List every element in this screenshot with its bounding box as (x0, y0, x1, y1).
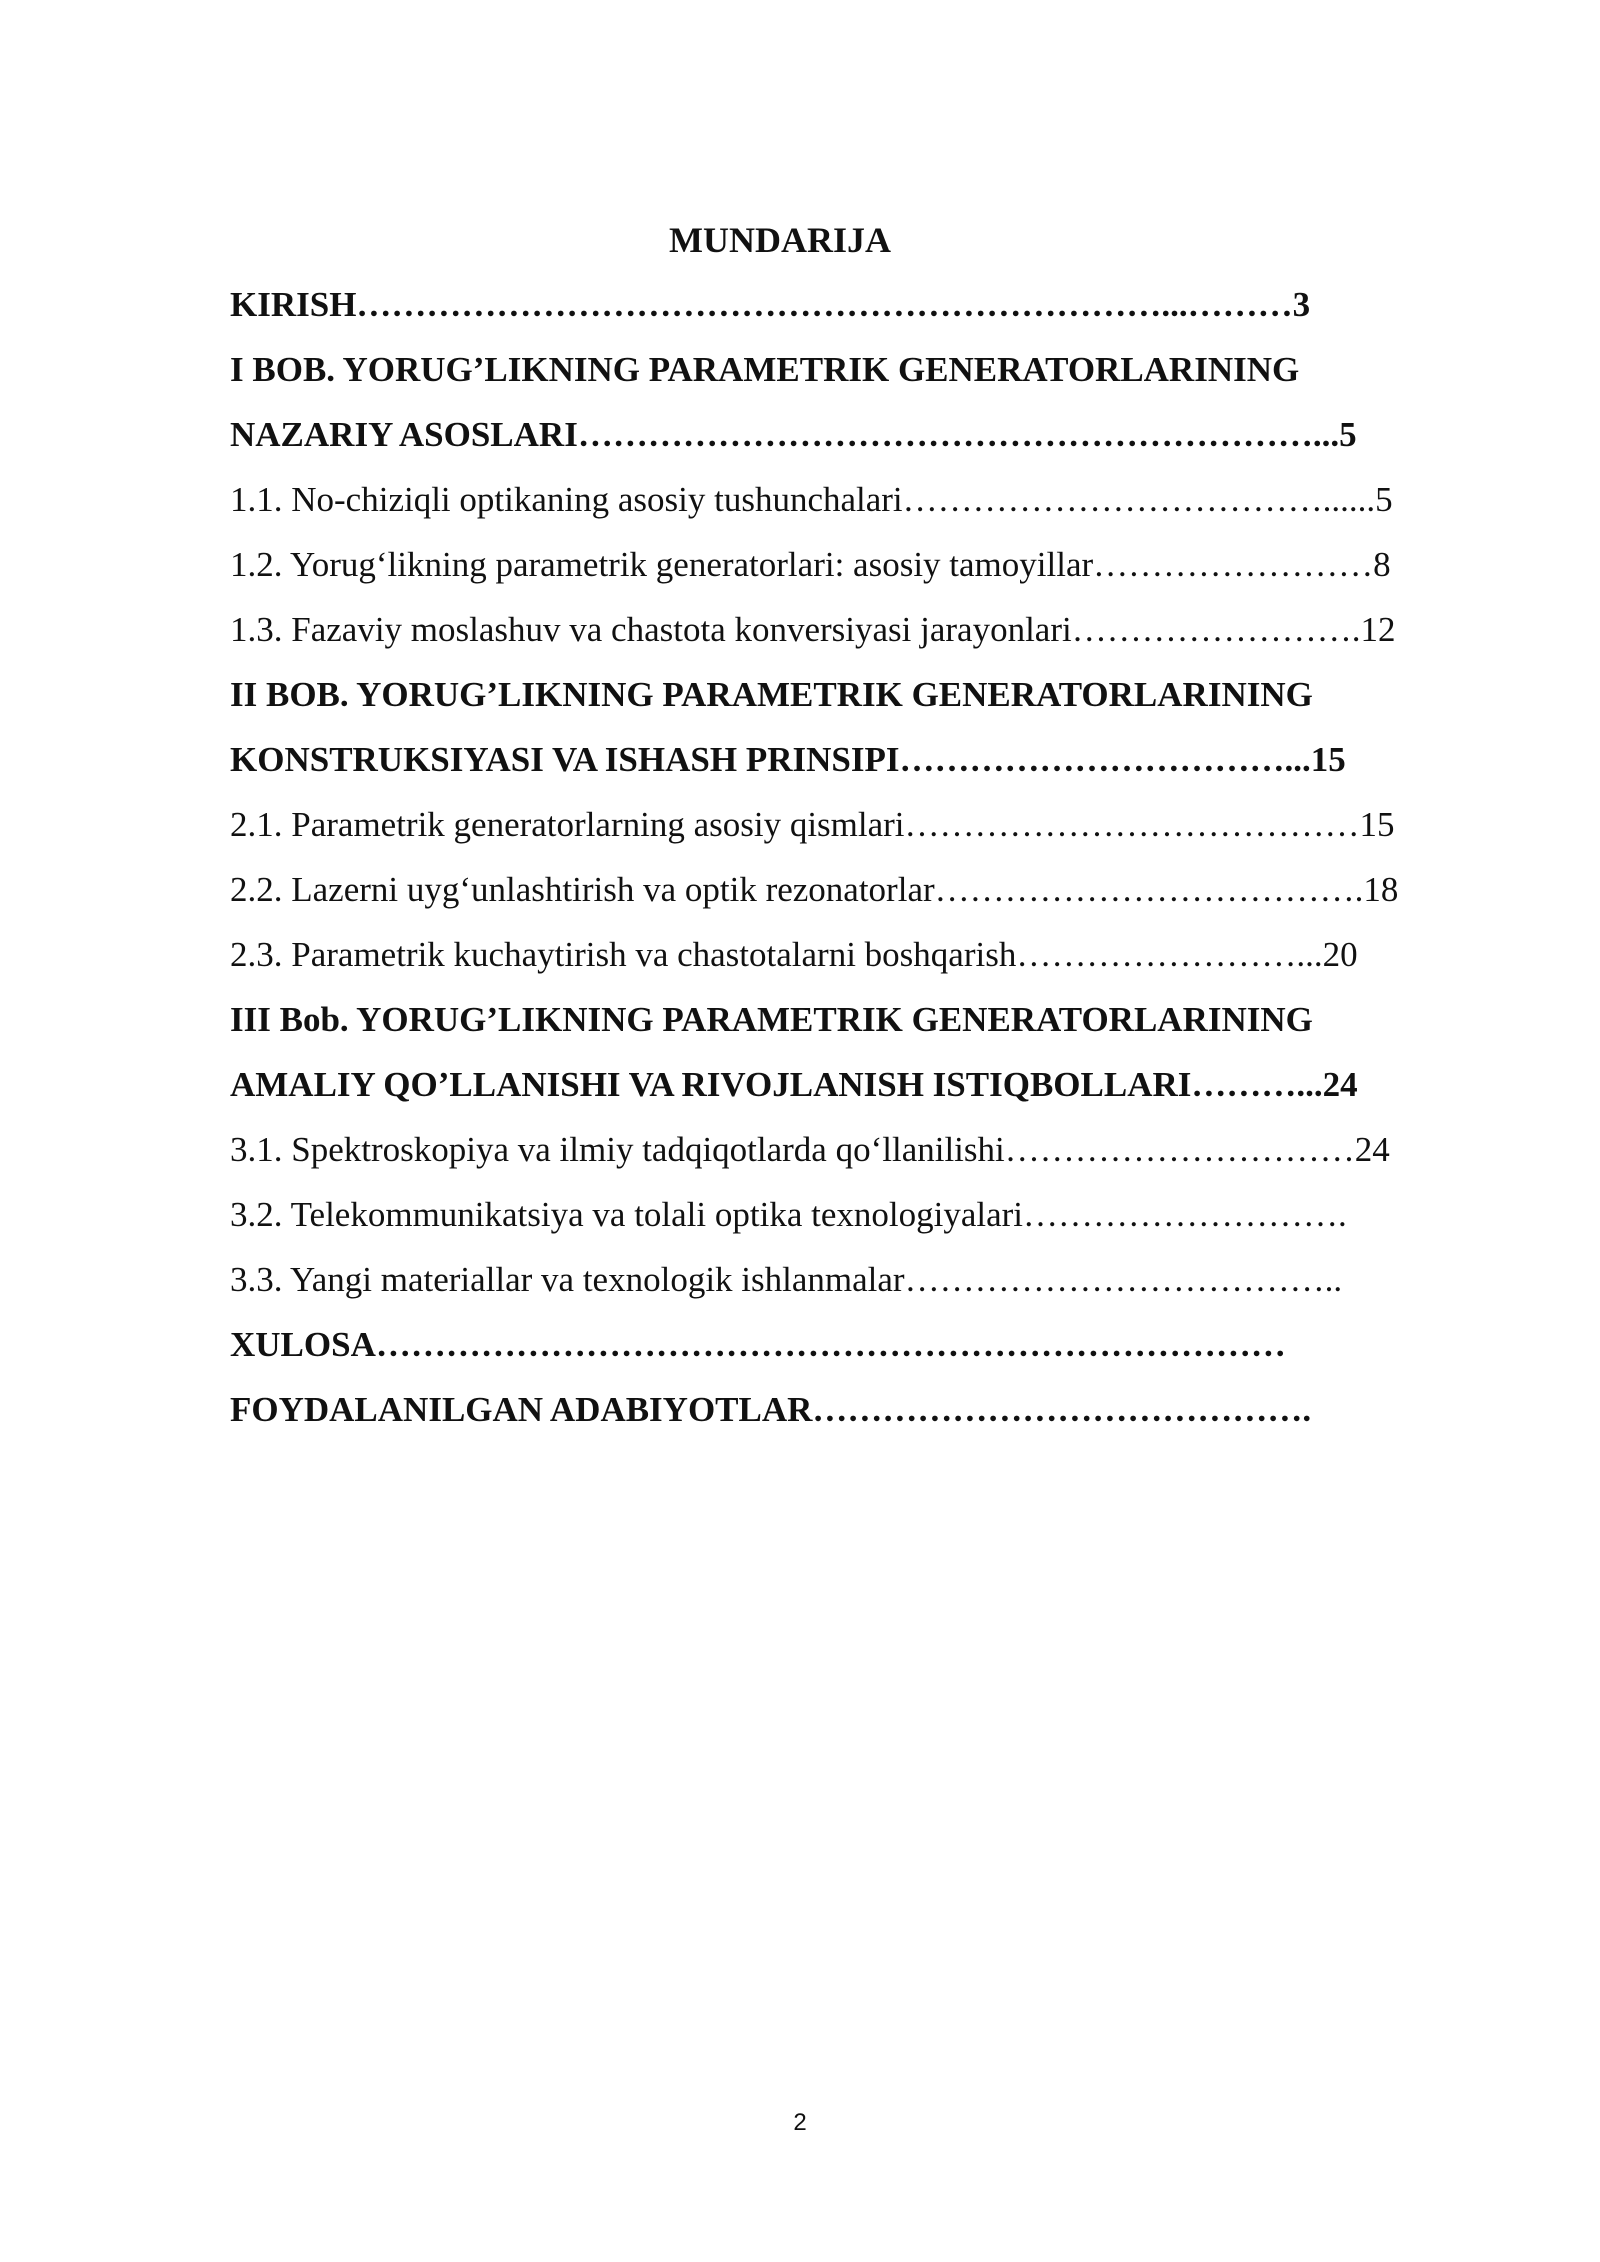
page-number: 2 (793, 2109, 807, 2136)
page-title: MUNDARIJA (669, 220, 891, 260)
toc-entry-section-1-3: 1.3. Fazaviy moslashuv va chastota konversiyasi jarayonlari…………………….12 (230, 610, 1396, 649)
toc-entry-section-1-2: 1.2. Yorug‘likning parametrik generatorlari: asosiy tamoyillar……………………8 (230, 545, 1391, 584)
toc-entry-chapter-3-title: III Bob. YORUG’LIKNING PARAMETRIK GENERATORLARINING (230, 1000, 1313, 1039)
toc-entry-chapter-2-title: II BOB. YORUG’LIKNING PARAMETRIK GENERATORLARINING (230, 675, 1313, 714)
toc-entry-section-1-1: 1.1. No-chiziqli optikaning asosiy tushunchalari………………………………......5 (230, 480, 1393, 519)
toc-entry-section-2-2: 2.2. Lazerni uyg‘unlashtirish va optik rezonatorlar……………………………….18 (230, 870, 1399, 909)
toc-entry-chapter-1-title-cont: NAZARIY ASOSLARI………………………………………………………...5 (230, 415, 1357, 454)
toc-entry-chapter-2-title-cont: KONSTRUKSIYASI VA ISHASH PRINSIPI……………………………...15 (230, 740, 1346, 779)
toc-entry-section-3-1: 3.1. Spektroskopiya va ilmiy tadqiqotlarda qo‘llanilishi…………………………24 (230, 1130, 1390, 1169)
toc-entry-xulosa: XULOSA…………………………………………………………………… (230, 1325, 1286, 1364)
toc-entry-references: FOYDALANILGAN ADABIYOTLAR……………………………………. (230, 1390, 1312, 1429)
toc-entry-kirish: KIRISH……………………………………………………………...………3 (230, 285, 1311, 324)
toc-entry-section-3-3: 3.3. Yangi materiallar va texnologik ishlanmalar……………………………….. (230, 1260, 1343, 1299)
toc-entry-chapter-3-title-cont: AMALIY QO’LLANISHI VA RIVOJLANISH ISTIQBOLLARI………...24 (230, 1065, 1358, 1104)
toc-entry-chapter-1-title: I BOB. YORUG’LIKNING PARAMETRIK GENERATORLARINING (230, 350, 1300, 389)
toc-entry-section-3-2: 3.2. Telekommunikatsiya va tolali optika texnologiyalari………………………. (230, 1195, 1347, 1234)
toc-entry-section-2-3: 2.3. Parametrik kuchaytirish va chastotalarni boshqarish……………………...20 (230, 935, 1358, 974)
toc-entry-section-2-1: 2.1. Parametrik generatorlarning asosiy qismlari…………………………………15 (230, 805, 1395, 844)
